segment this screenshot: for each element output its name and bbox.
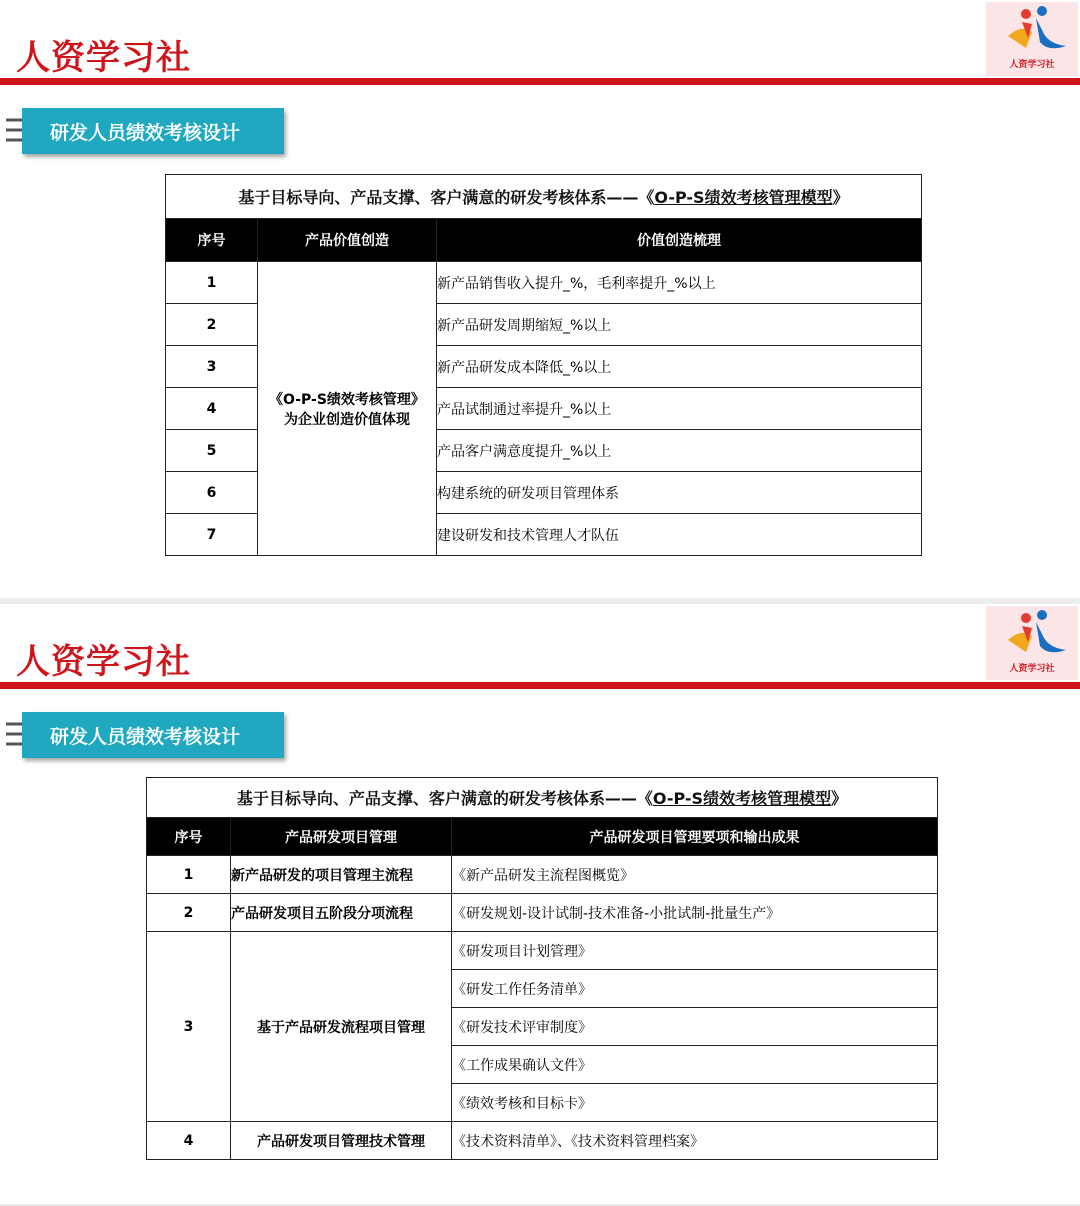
- table-caption-row: [166, 175, 922, 219]
- caption-model: O-P-S绩效考核管理模型: [654, 188, 833, 207]
- logo-text: 人资学习社: [1009, 664, 1055, 674]
- row-number: 1: [147, 856, 231, 894]
- row-item: 构建系统的研发项目管理体系: [437, 472, 922, 514]
- row-output: 《研发项目计划管理》: [452, 932, 938, 970]
- section-title: 研发人员绩效考核设计: [50, 726, 241, 748]
- caption-end: 》: [832, 188, 849, 207]
- row-number: 7: [166, 514, 258, 556]
- table-row: [147, 1122, 938, 1160]
- row-number: 3: [147, 932, 231, 1122]
- row-output: 《工作成果确认文件》: [452, 1046, 938, 1084]
- row-name: 基于产品研发流程项目管理: [231, 932, 452, 1122]
- slide-2: [0, 604, 1080, 1204]
- project-management-table: [146, 777, 938, 1160]
- table-caption: [166, 175, 922, 219]
- row-item: 新产品研发成本降低_%以上: [437, 346, 922, 388]
- merged-value-cell: [258, 262, 437, 556]
- logo-text: 人资学习社: [1009, 60, 1055, 70]
- table-row: [147, 932, 938, 970]
- row-item: 建设研发和技术管理人才队伍: [437, 514, 922, 556]
- row-name: 产品研发项目管理技术管理: [231, 1122, 452, 1160]
- row-output: 《研发规划-设计试制-技术准备-小批试制-批量生产》: [452, 894, 938, 932]
- table-header-row: [147, 818, 938, 856]
- header-output: 产品研发项目管理要项和输出成果: [452, 818, 938, 856]
- brand-title: 人资学习社: [16, 38, 191, 78]
- table-caption: [147, 778, 938, 818]
- caption-model: O-P-S绩效考核管理模型: [652, 789, 832, 808]
- header-no: 序号: [166, 219, 258, 262]
- row-number: 2: [166, 304, 258, 346]
- row-item: 新产品销售收入提升_%，毛利率提升_%以上: [437, 262, 922, 304]
- logo-figure-icon: [986, 2, 1078, 62]
- table-caption-row: [147, 778, 938, 818]
- row-number: 3: [166, 346, 258, 388]
- row-output: 《新产品研发主流程图概览》: [452, 856, 938, 894]
- caption-text: 基于目标导向、产品支撑、客户满意的研发考核体系——《: [238, 188, 655, 207]
- row-item: 产品客户满意度提升_%以上: [437, 430, 922, 472]
- header-value: 产品价值创造: [258, 219, 437, 262]
- row-output: 《研发技术评审制度》: [452, 1008, 938, 1046]
- header-project: 产品研发项目管理: [231, 818, 452, 856]
- row-output: 《研发工作任务清单》: [452, 970, 938, 1008]
- row-number: 4: [166, 388, 258, 430]
- row-number: 6: [166, 472, 258, 514]
- header-no: 序号: [147, 818, 231, 856]
- logo: [986, 2, 1078, 76]
- header-combing: 价值创造梳理: [437, 219, 922, 262]
- caption-text: 基于目标导向、产品支撑、客户满意的研发考核体系——《: [236, 789, 653, 808]
- row-item: 新产品研发周期缩短_%以上: [437, 304, 922, 346]
- header-divider: [0, 78, 1080, 85]
- table-header-row: [166, 219, 922, 262]
- brand-title: 人资学习社: [16, 642, 191, 682]
- row-number: 5: [166, 430, 258, 472]
- row-number: 2: [147, 894, 231, 932]
- table-row: [166, 262, 922, 304]
- section-tag: [22, 712, 284, 758]
- slide-1: [0, 0, 1080, 598]
- row-name: 新产品研发的项目管理主流程: [231, 856, 452, 894]
- section-tag: [22, 108, 284, 154]
- row-number: 4: [147, 1122, 231, 1160]
- value-creation-table: [165, 174, 922, 556]
- header-divider: [0, 682, 1080, 689]
- table-row: [147, 856, 938, 894]
- row-output: 《技术资料清单》、《技术资料管理档案》: [452, 1122, 938, 1160]
- logo: [986, 606, 1078, 680]
- merged-line-2: 为企业创造价值体现: [284, 411, 410, 428]
- caption-end: 》: [831, 789, 848, 808]
- table-row: [147, 894, 938, 932]
- section-title: 研发人员绩效考核设计: [50, 122, 241, 144]
- row-output: 《绩效考核和目标卡》: [452, 1084, 938, 1122]
- row-number: 1: [166, 262, 258, 304]
- row-item: 产品试制通过率提升_%以上: [437, 388, 922, 430]
- logo-figure-icon: [986, 606, 1078, 666]
- row-name: 产品研发项目五阶段分项流程: [231, 894, 452, 932]
- merged-line-1: 《O-P-S绩效考核管理》: [269, 391, 425, 408]
